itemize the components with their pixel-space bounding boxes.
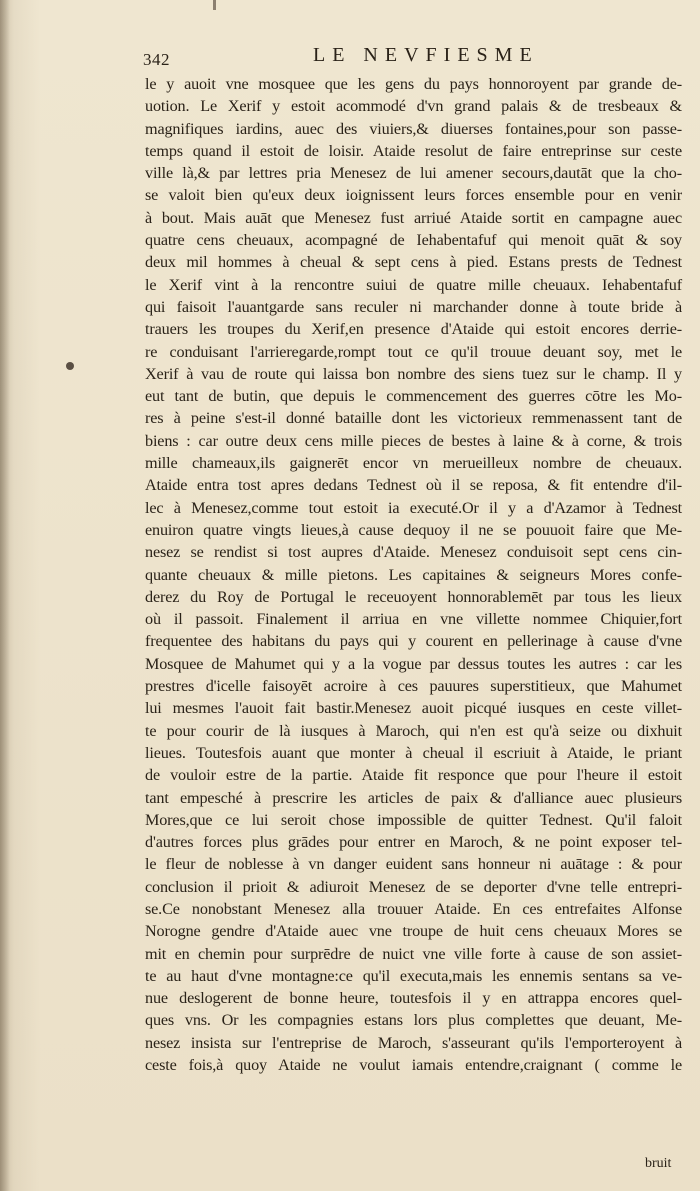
text-line: mille chameaux,ils gaignerēt encor vn merueilleux nombre de cheuaux. — [145, 454, 682, 473]
catchword: bruit — [645, 1156, 672, 1171]
text-line: trauers les troupes du Xerif,en presence d'Ataide qui estoit encores derrie- — [145, 320, 682, 339]
text-line: le fleur de noblesse à vn danger euident sans honneur ni auātage : & pour — [145, 855, 682, 874]
text-line: temps quand il estoit de loisir. Ataide resolut de faire entreprinse sur ceste — [145, 141, 682, 160]
margin-dot-mark — [66, 362, 74, 370]
spine-shadow — [0, 0, 10, 1191]
text-line: le Xerif vint à la rencontre suiui de quatre mille cheuaux. Iehabentafuf — [145, 275, 682, 294]
text-line: te pour courir de là iusques à Maroch, qui n'en est qu'à seize ou dixhuit — [145, 721, 682, 740]
text-line: Xerif à vau de route qui laissa bon nombre des siens tuez sur le champ. Il y — [145, 364, 682, 383]
text-line: Mores,que ce lui seroit chose impossible de quitter Tednest. Qu'il faloit — [145, 810, 682, 829]
text-line: ceste fois,à quoy Ataide ne voulut iamais entendre,craignant ( comme le — [145, 1056, 682, 1075]
text-line: à bout. Mais auāt que Menesez fust arriué Ataide sortit en campagne auec — [145, 208, 682, 227]
text-line: res à peine s'est-il donné bataille dont les victorieux remmenassent tant de — [145, 409, 682, 428]
text-line: lui mesmes l'auoit fait bastir.Menesez auoit picqué iusques en ceste villet- — [145, 699, 682, 718]
text-line: d'autres forces plus grādes pour entrer en Maroch, & ne point exposer tel- — [145, 833, 682, 852]
text-line: se.Ce nonobstant Menesez alla trouuer Ataide. En ces entrefaites Alfonse — [145, 899, 682, 918]
text-line: Norogne gendre d'Ataide auec vne troupe de huit cens cheuaux Mores se — [145, 922, 682, 941]
text-line: magnifiques iardins, auec des viuiers,& diuerses fontaines,pour son passe- — [145, 119, 682, 138]
text-line: nue deslogerent de bonne heure, toutesfois il y en attrappa encores quel- — [145, 989, 682, 1008]
text-line: où il passoit. Finalement il arriua en vne villette nommee Chiquier,fort — [145, 610, 682, 629]
text-line: lec à Menesez,comme tout estoit ia executé.Or il y a d'Azamor à Tednest — [145, 498, 682, 517]
text-line: Ataide entra tost apres dedans Tednest où il se reposa, & fit entendre d'il- — [145, 476, 682, 495]
text-line: prestres d'icelle faisoyēt acroire à ces pauures superstitieux, que Mahumet — [145, 677, 682, 696]
text-line: te au haut d'vne montagne:ce qu'il executa,mais les ennemis sentans sa ve- — [145, 966, 682, 985]
text-line: tant empesché à prescrire les articles de paix & d'alliance auec plusieurs — [145, 788, 682, 807]
text-line: eut tant de butin, que depuis le commencement des guerres cōtre les Mo- — [145, 387, 682, 406]
text-line: de vouloir estre de la partie. Ataide fit responce que pour l'heure il estoit — [145, 766, 682, 785]
page-header — [0, 44, 700, 74]
text-line: uotion. Le Xerif y estoit acommodé d'vn grand palais & de tresbeaux & — [145, 97, 682, 116]
text-line: frequentee des habitans du pays qui y courent en pellerinage à cause d'vne — [145, 632, 682, 651]
text-line: derez du Roy de Portugal le receuoyent honnorablemēt par tous les lieux — [145, 587, 682, 606]
text-line: enuiron quatre vingts lieues,à cause dequoy il ne se pouuoit faire que Me- — [145, 520, 682, 539]
text-line: le y auoit vne mosquee que les gens du pays honnoroyent par grande de- — [145, 75, 682, 93]
running-title: LE NEVFIESME — [313, 44, 539, 66]
text-line: quante cheuaux & mille pietons. Les capitaines & seigneurs Mores confe- — [145, 565, 682, 584]
text-line: deux mil hommes à cheual & sept cens à pied. Estans prests de Tednest — [145, 253, 682, 272]
text-line: conclusion il prioit & adiuroit Menesez de se deporter d'vne telle entrepri- — [145, 877, 682, 896]
text-line: se valoit bien qu'eux deux ioignissent leurs forces ensemble pour en venir — [145, 186, 682, 205]
page-number: 342 — [143, 50, 170, 69]
text-line: Mosquee de Mahumet qui y a la vogue par dessus toutes les autres : car les — [145, 654, 682, 673]
text-line: nesez se rendist si tost aupres d'Ataide. Menesez conduisoit sept cens cin- — [145, 543, 682, 562]
text-line: qui faisoit l'auantgarde sans reculer ni marchander donne à toute bride à — [145, 297, 682, 316]
text-line: mit en chemin pour surprēdre de nuict vne ville forte à cause de son assiet- — [145, 944, 682, 963]
text-line: ques vns. Or les compagnies estans lors plus complettes que deuant, Me- — [145, 1011, 682, 1030]
text-line: biens : car outre deux cens mille pieces de bestes à laine & à corne, & trois — [145, 431, 682, 450]
text-line: lieues. Toutesfois auant que monter à cheual il escriuit à Ataide, le priant — [145, 743, 682, 762]
body-text — [145, 73, 682, 1076]
text-line: ville là,& par lettres pria Menesez de lui amener secours,dautāt que la cho- — [145, 164, 682, 183]
text-line: quatre cens cheuaux, acompagné de Iehabentafuf qui menoit quāt & soy — [145, 231, 682, 250]
text-line: re conduisant l'arrieregarde,rompt tout ce qu'il trouue deuant soy, met le — [145, 342, 682, 361]
text-line: nesez insista sur l'entreprise de Maroch, s'asseurant qu'ils l'emporteroyent à — [145, 1033, 682, 1052]
top-edge-mark — [213, 0, 216, 10]
